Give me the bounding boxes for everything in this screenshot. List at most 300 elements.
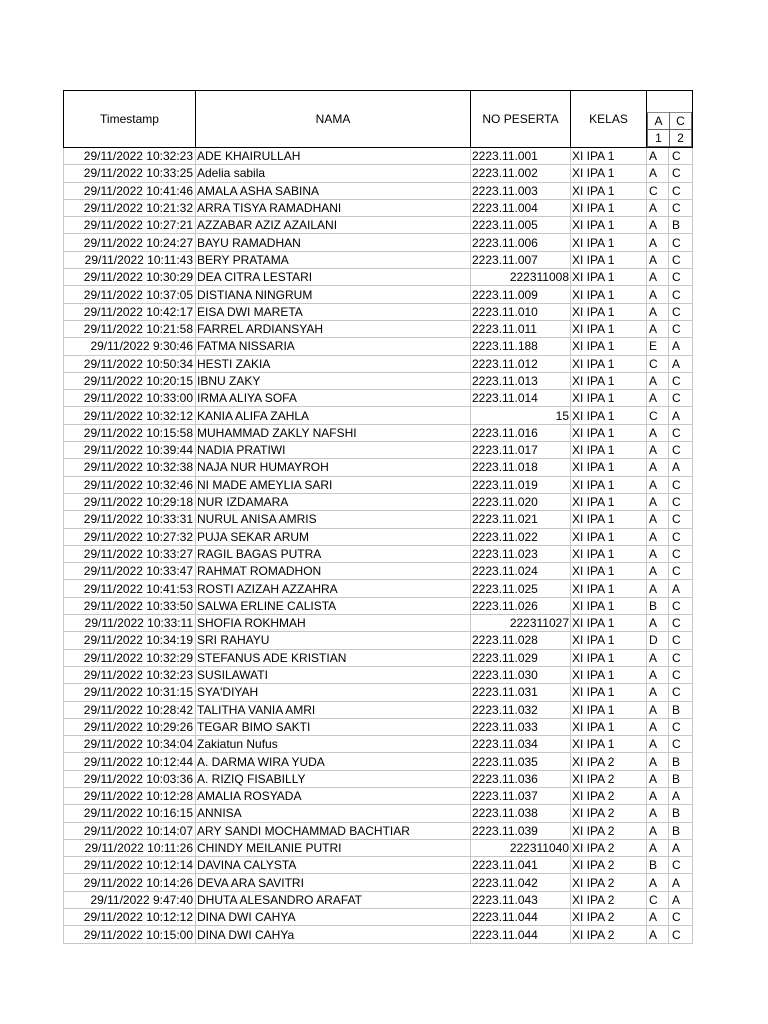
cell-timestamp: 29/11/2022 10:33:25	[64, 165, 196, 182]
cell-no-peserta: 2223.11.013	[471, 372, 571, 389]
cell-no-peserta: 2223.11.041	[471, 857, 571, 874]
cell-answer-2: A	[669, 580, 693, 597]
cell-no-peserta: 2223.11.007	[471, 251, 571, 268]
answer-key-1: A	[648, 113, 670, 130]
cell-answer-2: C	[669, 320, 693, 337]
cell-answer-1: A	[647, 770, 669, 787]
cell-timestamp: 29/11/2022 10:12:12	[64, 909, 196, 926]
cell-answer-1: A	[647, 217, 669, 234]
cell-answer-1: A	[647, 563, 669, 580]
table-row	[64, 787, 693, 804]
cell-no-peserta: 2223.11.019	[471, 476, 571, 493]
question-number-1: 1	[648, 130, 670, 147]
cell-answer-2: B	[669, 822, 693, 839]
cell-answer-2: C	[669, 857, 693, 874]
cell-timestamp: 29/11/2022 10:12:44	[64, 753, 196, 770]
cell-answer-1: B	[647, 857, 669, 874]
cell-answer-2: A	[669, 874, 693, 891]
cell-answer-2: B	[669, 217, 693, 234]
cell-no-peserta: 2223.11.024	[471, 563, 571, 580]
cell-nama: NAJA NUR HUMAYROH	[196, 459, 471, 476]
cell-answer-1: A	[647, 874, 669, 891]
cell-timestamp: 29/11/2022 10:11:26	[64, 839, 196, 856]
header-kelas: KELAS	[571, 91, 647, 148]
cell-timestamp: 29/11/2022 10:15:00	[64, 926, 196, 943]
cell-answer-2: A	[669, 839, 693, 856]
cell-nama: A. RIZIQ FISABILLY	[196, 770, 471, 787]
cell-timestamp: 29/11/2022 10:33:50	[64, 597, 196, 614]
cell-answer-2: A	[669, 338, 693, 355]
cell-nama: BAYU RAMADHAN	[196, 234, 471, 251]
cell-answer-2: C	[669, 390, 693, 407]
cell-answer-1: A	[647, 839, 669, 856]
table-row	[64, 511, 693, 528]
cell-nama: HESTI ZAKIA	[196, 355, 471, 372]
header-timestamp: Timestamp	[64, 91, 196, 148]
cell-nama: ARRA TISYA RAMADHANI	[196, 199, 471, 216]
cell-no-peserta: 2223.11.044	[471, 926, 571, 943]
table-row	[64, 597, 693, 614]
cell-timestamp: 29/11/2022 10:33:11	[64, 615, 196, 632]
cell-kelas: XI IPA 1	[571, 528, 647, 545]
cell-answer-2: C	[669, 597, 693, 614]
cell-kelas: XI IPA 2	[571, 891, 647, 908]
table-row	[64, 165, 693, 182]
cell-timestamp: 29/11/2022 10:31:15	[64, 684, 196, 701]
cell-no-peserta: 2223.11.005	[471, 217, 571, 234]
cell-nama: CHINDY MEILANIE PUTRI	[196, 839, 471, 856]
cell-answer-1: A	[647, 649, 669, 666]
cell-kelas: XI IPA 1	[571, 217, 647, 234]
cell-no-peserta: 2223.11.032	[471, 701, 571, 718]
cell-answer-1: A	[647, 165, 669, 182]
cell-kelas: XI IPA 1	[571, 580, 647, 597]
cell-nama: TEGAR BIMO SAKTI	[196, 718, 471, 735]
cell-nama: SHOFIA ROKHMAH	[196, 615, 471, 632]
cell-answer-2: C	[669, 632, 693, 649]
cell-answer-2: C	[669, 442, 693, 459]
cell-nama: EISA DWI MARETA	[196, 303, 471, 320]
cell-answer-1: C	[647, 182, 669, 199]
cell-no-peserta: 2223.11.012	[471, 355, 571, 372]
cell-nama: DINA DWI CAHYa	[196, 926, 471, 943]
cell-nama: DISTIANA NINGRUM	[196, 286, 471, 303]
cell-answer-2: C	[669, 476, 693, 493]
cell-kelas: XI IPA 1	[571, 251, 647, 268]
table-row	[64, 545, 693, 562]
table-row	[64, 303, 693, 320]
table-row	[64, 528, 693, 545]
cell-no-peserta: 2223.11.010	[471, 303, 571, 320]
cell-nama: ANNISA	[196, 805, 471, 822]
cell-no-peserta: 2223.11.021	[471, 511, 571, 528]
cell-timestamp: 29/11/2022 10:33:31	[64, 511, 196, 528]
table-row	[64, 251, 693, 268]
cell-kelas: XI IPA 1	[571, 424, 647, 441]
cell-kelas: XI IPA 1	[571, 563, 647, 580]
cell-timestamp: 29/11/2022 10:39:44	[64, 442, 196, 459]
cell-nama: AMALA ASHA SABINA	[196, 182, 471, 199]
cell-kelas: XI IPA 1	[571, 511, 647, 528]
table-row	[64, 355, 693, 372]
cell-no-peserta: 2223.11.043	[471, 891, 571, 908]
cell-answer-1: A	[647, 736, 669, 753]
table-row	[64, 649, 693, 666]
cell-answer-1: A	[647, 684, 669, 701]
cell-answer-2: C	[669, 165, 693, 182]
answer-key-2: C	[670, 113, 692, 130]
cell-answer-1: A	[647, 269, 669, 286]
cell-answer-2: B	[669, 701, 693, 718]
cell-no-peserta: 2223.11.018	[471, 459, 571, 476]
cell-kelas: XI IPA 1	[571, 597, 647, 614]
table-row	[64, 632, 693, 649]
cell-answer-1: A	[647, 580, 669, 597]
cell-answer-2: C	[669, 269, 693, 286]
cell-no-peserta: 2223.11.028	[471, 632, 571, 649]
cell-kelas: XI IPA 1	[571, 459, 647, 476]
cell-nama: AZZABAR AZIZ AZAILANI	[196, 217, 471, 234]
cell-no-peserta: 2223.11.022	[471, 528, 571, 545]
cell-timestamp: 29/11/2022 10:33:00	[64, 390, 196, 407]
cell-answer-2: C	[669, 528, 693, 545]
cell-timestamp: 29/11/2022 9:47:40	[64, 891, 196, 908]
table-row	[64, 736, 693, 753]
cell-kelas: XI IPA 1	[571, 199, 647, 216]
cell-answer-2: A	[669, 787, 693, 804]
cell-nama: KANIA ALIFA ZAHLA	[196, 407, 471, 424]
cell-answer-1: A	[647, 372, 669, 389]
cell-kelas: XI IPA 2	[571, 926, 647, 943]
cell-nama: SUSILAWATI	[196, 666, 471, 683]
cell-answer-2: C	[669, 303, 693, 320]
cell-nama: DEA CITRA LESTARI	[196, 269, 471, 286]
cell-timestamp: 29/11/2022 10:41:46	[64, 182, 196, 199]
cell-no-peserta: 2223.11.037	[471, 787, 571, 804]
cell-answer-2: C	[669, 615, 693, 632]
cell-nama: NURUL ANISA AMRIS	[196, 511, 471, 528]
cell-timestamp: 29/11/2022 10:30:29	[64, 269, 196, 286]
spreadsheet	[63, 90, 693, 944]
cell-answer-2: B	[669, 770, 693, 787]
cell-answer-2: C	[669, 493, 693, 510]
cell-kelas: XI IPA 1	[571, 355, 647, 372]
cell-nama: IRMA ALIYA SOFA	[196, 390, 471, 407]
table-row	[64, 753, 693, 770]
cell-no-peserta: 2223.11.035	[471, 753, 571, 770]
cell-answer-1: E	[647, 338, 669, 355]
cell-kelas: XI IPA 1	[571, 390, 647, 407]
cell-kelas: XI IPA 1	[571, 234, 647, 251]
table-row	[64, 770, 693, 787]
cell-nama: NUR IZDAMARA	[196, 493, 471, 510]
cell-answer-1: A	[647, 926, 669, 943]
cell-answer-1: C	[647, 407, 669, 424]
cell-timestamp: 29/11/2022 10:11:43	[64, 251, 196, 268]
cell-answer-1: A	[647, 459, 669, 476]
cell-timestamp: 29/11/2022 10:37:05	[64, 286, 196, 303]
cell-answer-2: A	[669, 407, 693, 424]
cell-timestamp: 29/11/2022 10:33:47	[64, 563, 196, 580]
cell-timestamp: 29/11/2022 10:27:21	[64, 217, 196, 234]
cell-timestamp: 29/11/2022 10:41:53	[64, 580, 196, 597]
cell-kelas: XI IPA 1	[571, 545, 647, 562]
cell-kelas: XI IPA 1	[571, 649, 647, 666]
cell-answer-2: C	[669, 666, 693, 683]
cell-no-peserta: 2223.11.009	[471, 286, 571, 303]
cell-no-peserta: 2223.11.036	[471, 770, 571, 787]
cell-kelas: XI IPA 2	[571, 857, 647, 874]
cell-no-peserta: 2223.11.017	[471, 442, 571, 459]
cell-answer-2: C	[669, 424, 693, 441]
cell-no-peserta: 2223.11.034	[471, 736, 571, 753]
cell-timestamp: 29/11/2022 10:32:46	[64, 476, 196, 493]
table-row	[64, 701, 693, 718]
cell-answer-2: C	[669, 234, 693, 251]
table-row	[64, 182, 693, 199]
cell-nama: BERY PRATAMA	[196, 251, 471, 268]
cell-no-peserta: 2223.11.001	[471, 148, 571, 165]
table-row	[64, 217, 693, 234]
cell-nama: NADIA PRATIWI	[196, 442, 471, 459]
cell-kelas: XI IPA 2	[571, 909, 647, 926]
cell-answer-1: C	[647, 355, 669, 372]
cell-timestamp: 29/11/2022 10:12:14	[64, 857, 196, 874]
cell-answer-1: A	[647, 199, 669, 216]
cell-no-peserta: 15	[471, 407, 571, 424]
cell-nama: ROSTI AZIZAH AZZAHRA	[196, 580, 471, 597]
cell-kelas: XI IPA 1	[571, 476, 647, 493]
cell-answer-1: A	[647, 511, 669, 528]
table-row	[64, 615, 693, 632]
table-row	[64, 666, 693, 683]
cell-timestamp: 29/11/2022 10:32:29	[64, 649, 196, 666]
cell-answer-2: C	[669, 926, 693, 943]
cell-kelas: XI IPA 1	[571, 493, 647, 510]
cell-timestamp: 29/11/2022 10:21:58	[64, 320, 196, 337]
table-row	[64, 805, 693, 822]
cell-answer-1: A	[647, 615, 669, 632]
cell-answer-2: C	[669, 372, 693, 389]
cell-answer-1: A	[647, 701, 669, 718]
cell-answer-1: A	[647, 753, 669, 770]
cell-no-peserta: 2223.11.011	[471, 320, 571, 337]
table-row	[64, 320, 693, 337]
cell-nama: ARY SANDI MOCHAMMAD BACHTIAR	[196, 822, 471, 839]
table-row	[64, 563, 693, 580]
table-row	[64, 684, 693, 701]
cell-no-peserta: 2223.11.030	[471, 666, 571, 683]
cell-kelas: XI IPA 1	[571, 632, 647, 649]
cell-timestamp: 29/11/2022 10:21:32	[64, 199, 196, 216]
cell-no-peserta: 222311008	[471, 269, 571, 286]
cell-kelas: XI IPA 1	[571, 148, 647, 165]
table-row	[64, 390, 693, 407]
cell-answer-1: D	[647, 632, 669, 649]
cell-answer-2: C	[669, 545, 693, 562]
table-row	[64, 407, 693, 424]
cell-no-peserta: 222311040	[471, 839, 571, 856]
table-row	[64, 580, 693, 597]
cell-timestamp: 29/11/2022 10:14:07	[64, 822, 196, 839]
cell-kelas: XI IPA 1	[571, 372, 647, 389]
cell-nama: NI MADE AMEYLIA SARI	[196, 476, 471, 493]
cell-timestamp: 29/11/2022 9:30:46	[64, 338, 196, 355]
table-row	[64, 857, 693, 874]
cell-answer-2: C	[669, 736, 693, 753]
cell-answer-1: A	[647, 545, 669, 562]
cell-answer-2: C	[669, 251, 693, 268]
cell-nama: Zakiatun Nufus	[196, 736, 471, 753]
cell-answer-2: A	[669, 891, 693, 908]
cell-no-peserta: 2223.11.020	[471, 493, 571, 510]
answer-header-grid	[647, 112, 692, 147]
cell-answer-1: A	[647, 251, 669, 268]
cell-answer-1: A	[647, 493, 669, 510]
table-row	[64, 372, 693, 389]
cell-timestamp: 29/11/2022 10:28:42	[64, 701, 196, 718]
cell-no-peserta: 2223.11.029	[471, 649, 571, 666]
cell-timestamp: 29/11/2022 10:16:15	[64, 805, 196, 822]
cell-kelas: XI IPA 1	[571, 182, 647, 199]
cell-answer-1: A	[647, 424, 669, 441]
cell-kelas: XI IPA 2	[571, 805, 647, 822]
cell-nama: RAHMAT ROMADHON	[196, 563, 471, 580]
table-row	[64, 909, 693, 926]
cell-no-peserta: 2223.11.039	[471, 822, 571, 839]
cell-no-peserta: 2223.11.023	[471, 545, 571, 562]
cell-no-peserta: 2223.11.025	[471, 580, 571, 597]
table-row	[64, 269, 693, 286]
cell-no-peserta: 2223.11.031	[471, 684, 571, 701]
cell-answer-2: B	[669, 753, 693, 770]
table-row	[64, 286, 693, 303]
cell-answer-1: A	[647, 909, 669, 926]
cell-nama: FATMA NISSARIA	[196, 338, 471, 355]
cell-answer-1: A	[647, 822, 669, 839]
cell-no-peserta: 2223.11.042	[471, 874, 571, 891]
cell-answer-1: A	[647, 234, 669, 251]
cell-nama: SALWA ERLINE CALISTA	[196, 597, 471, 614]
table-row	[64, 148, 693, 165]
cell-kelas: XI IPA 1	[571, 701, 647, 718]
cell-answer-1: C	[647, 891, 669, 908]
cell-answer-2: C	[669, 649, 693, 666]
cell-timestamp: 29/11/2022 10:34:19	[64, 632, 196, 649]
cell-nama: DINA DWI CAHYA	[196, 909, 471, 926]
cell-timestamp: 29/11/2022 10:42:17	[64, 303, 196, 320]
cell-nama: TALITHA VANIA AMRI	[196, 701, 471, 718]
header-answers	[647, 91, 693, 148]
cell-nama: MUHAMMAD ZAKLY NAFSHI	[196, 424, 471, 441]
cell-nama: DHUTA ALESANDRO ARAFAT	[196, 891, 471, 908]
cell-answer-1: A	[647, 528, 669, 545]
cell-no-peserta: 2223.11.026	[471, 597, 571, 614]
cell-answer-1: A	[647, 303, 669, 320]
cell-answer-1: A	[647, 718, 669, 735]
cell-timestamp: 29/11/2022 10:50:34	[64, 355, 196, 372]
question-number-2: 2	[670, 130, 692, 147]
table-row	[64, 493, 693, 510]
table-row	[64, 338, 693, 355]
table-row	[64, 874, 693, 891]
table-row	[64, 234, 693, 251]
cell-nama: STEFANUS ADE KRISTIAN	[196, 649, 471, 666]
cell-answer-1: A	[647, 320, 669, 337]
cell-kelas: XI IPA 2	[571, 839, 647, 856]
cell-no-peserta: 2223.11.016	[471, 424, 571, 441]
cell-answer-2: C	[669, 684, 693, 701]
cell-kelas: XI IPA 1	[571, 407, 647, 424]
cell-timestamp: 29/11/2022 10:15:58	[64, 424, 196, 441]
cell-answer-2: C	[669, 909, 693, 926]
cell-nama: RAGIL BAGAS PUTRA	[196, 545, 471, 562]
cell-kelas: XI IPA 1	[571, 615, 647, 632]
cell-answer-2: C	[669, 286, 693, 303]
cell-kelas: XI IPA 1	[571, 666, 647, 683]
cell-no-peserta: 2223.11.003	[471, 182, 571, 199]
cell-kelas: XI IPA 1	[571, 442, 647, 459]
cell-no-peserta: 2223.11.004	[471, 199, 571, 216]
cell-timestamp: 29/11/2022 10:34:04	[64, 736, 196, 753]
cell-kelas: XI IPA 1	[571, 718, 647, 735]
cell-nama: DEVA ARA SAVITRI	[196, 874, 471, 891]
cell-timestamp: 29/11/2022 10:33:27	[64, 545, 196, 562]
cell-kelas: XI IPA 2	[571, 753, 647, 770]
cell-timestamp: 29/11/2022 10:29:26	[64, 718, 196, 735]
cell-no-peserta: 2223.11.038	[471, 805, 571, 822]
cell-timestamp: 29/11/2022 10:12:28	[64, 787, 196, 804]
cell-timestamp: 29/11/2022 10:32:23	[64, 148, 196, 165]
cell-kelas: XI IPA 1	[571, 165, 647, 182]
table-row	[64, 476, 693, 493]
cell-nama: AMALIA ROSYADA	[196, 787, 471, 804]
header-no-peserta: NO PESERTA	[471, 91, 571, 148]
cell-answer-1: A	[647, 442, 669, 459]
cell-nama: SRI RAHAYU	[196, 632, 471, 649]
cell-kelas: XI IPA 1	[571, 269, 647, 286]
cell-answer-1: A	[647, 666, 669, 683]
cell-kelas: XI IPA 1	[571, 303, 647, 320]
cell-nama: A. DARMA WIRA YUDA	[196, 753, 471, 770]
cell-kelas: XI IPA 1	[571, 320, 647, 337]
cell-answer-2: C	[669, 563, 693, 580]
cell-answer-2: C	[669, 199, 693, 216]
cell-no-peserta: 2223.11.033	[471, 718, 571, 735]
cell-answer-1: A	[647, 476, 669, 493]
cell-kelas: XI IPA 1	[571, 684, 647, 701]
table-row	[64, 822, 693, 839]
cell-kelas: XI IPA 2	[571, 874, 647, 891]
cell-timestamp: 29/11/2022 10:27:32	[64, 528, 196, 545]
header-nama: NAMA	[196, 91, 471, 148]
cell-nama: Adelia sabila	[196, 165, 471, 182]
cell-answer-1: A	[647, 787, 669, 804]
cell-kelas: XI IPA 1	[571, 286, 647, 303]
cell-nama: SYA'DIYAH	[196, 684, 471, 701]
cell-answer-1: A	[647, 286, 669, 303]
cell-answer-2: A	[669, 355, 693, 372]
cell-timestamp: 29/11/2022 10:32:12	[64, 407, 196, 424]
cell-timestamp: 29/11/2022 10:20:15	[64, 372, 196, 389]
cell-timestamp: 29/11/2022 10:14:26	[64, 874, 196, 891]
cell-no-peserta: 2223.11.014	[471, 390, 571, 407]
cell-kelas: XI IPA 2	[571, 787, 647, 804]
cell-kelas: XI IPA 1	[571, 736, 647, 753]
cell-timestamp: 29/11/2022 10:03:36	[64, 770, 196, 787]
cell-nama: FARREL ARDIANSYAH	[196, 320, 471, 337]
cell-no-peserta: 2223.11.006	[471, 234, 571, 251]
